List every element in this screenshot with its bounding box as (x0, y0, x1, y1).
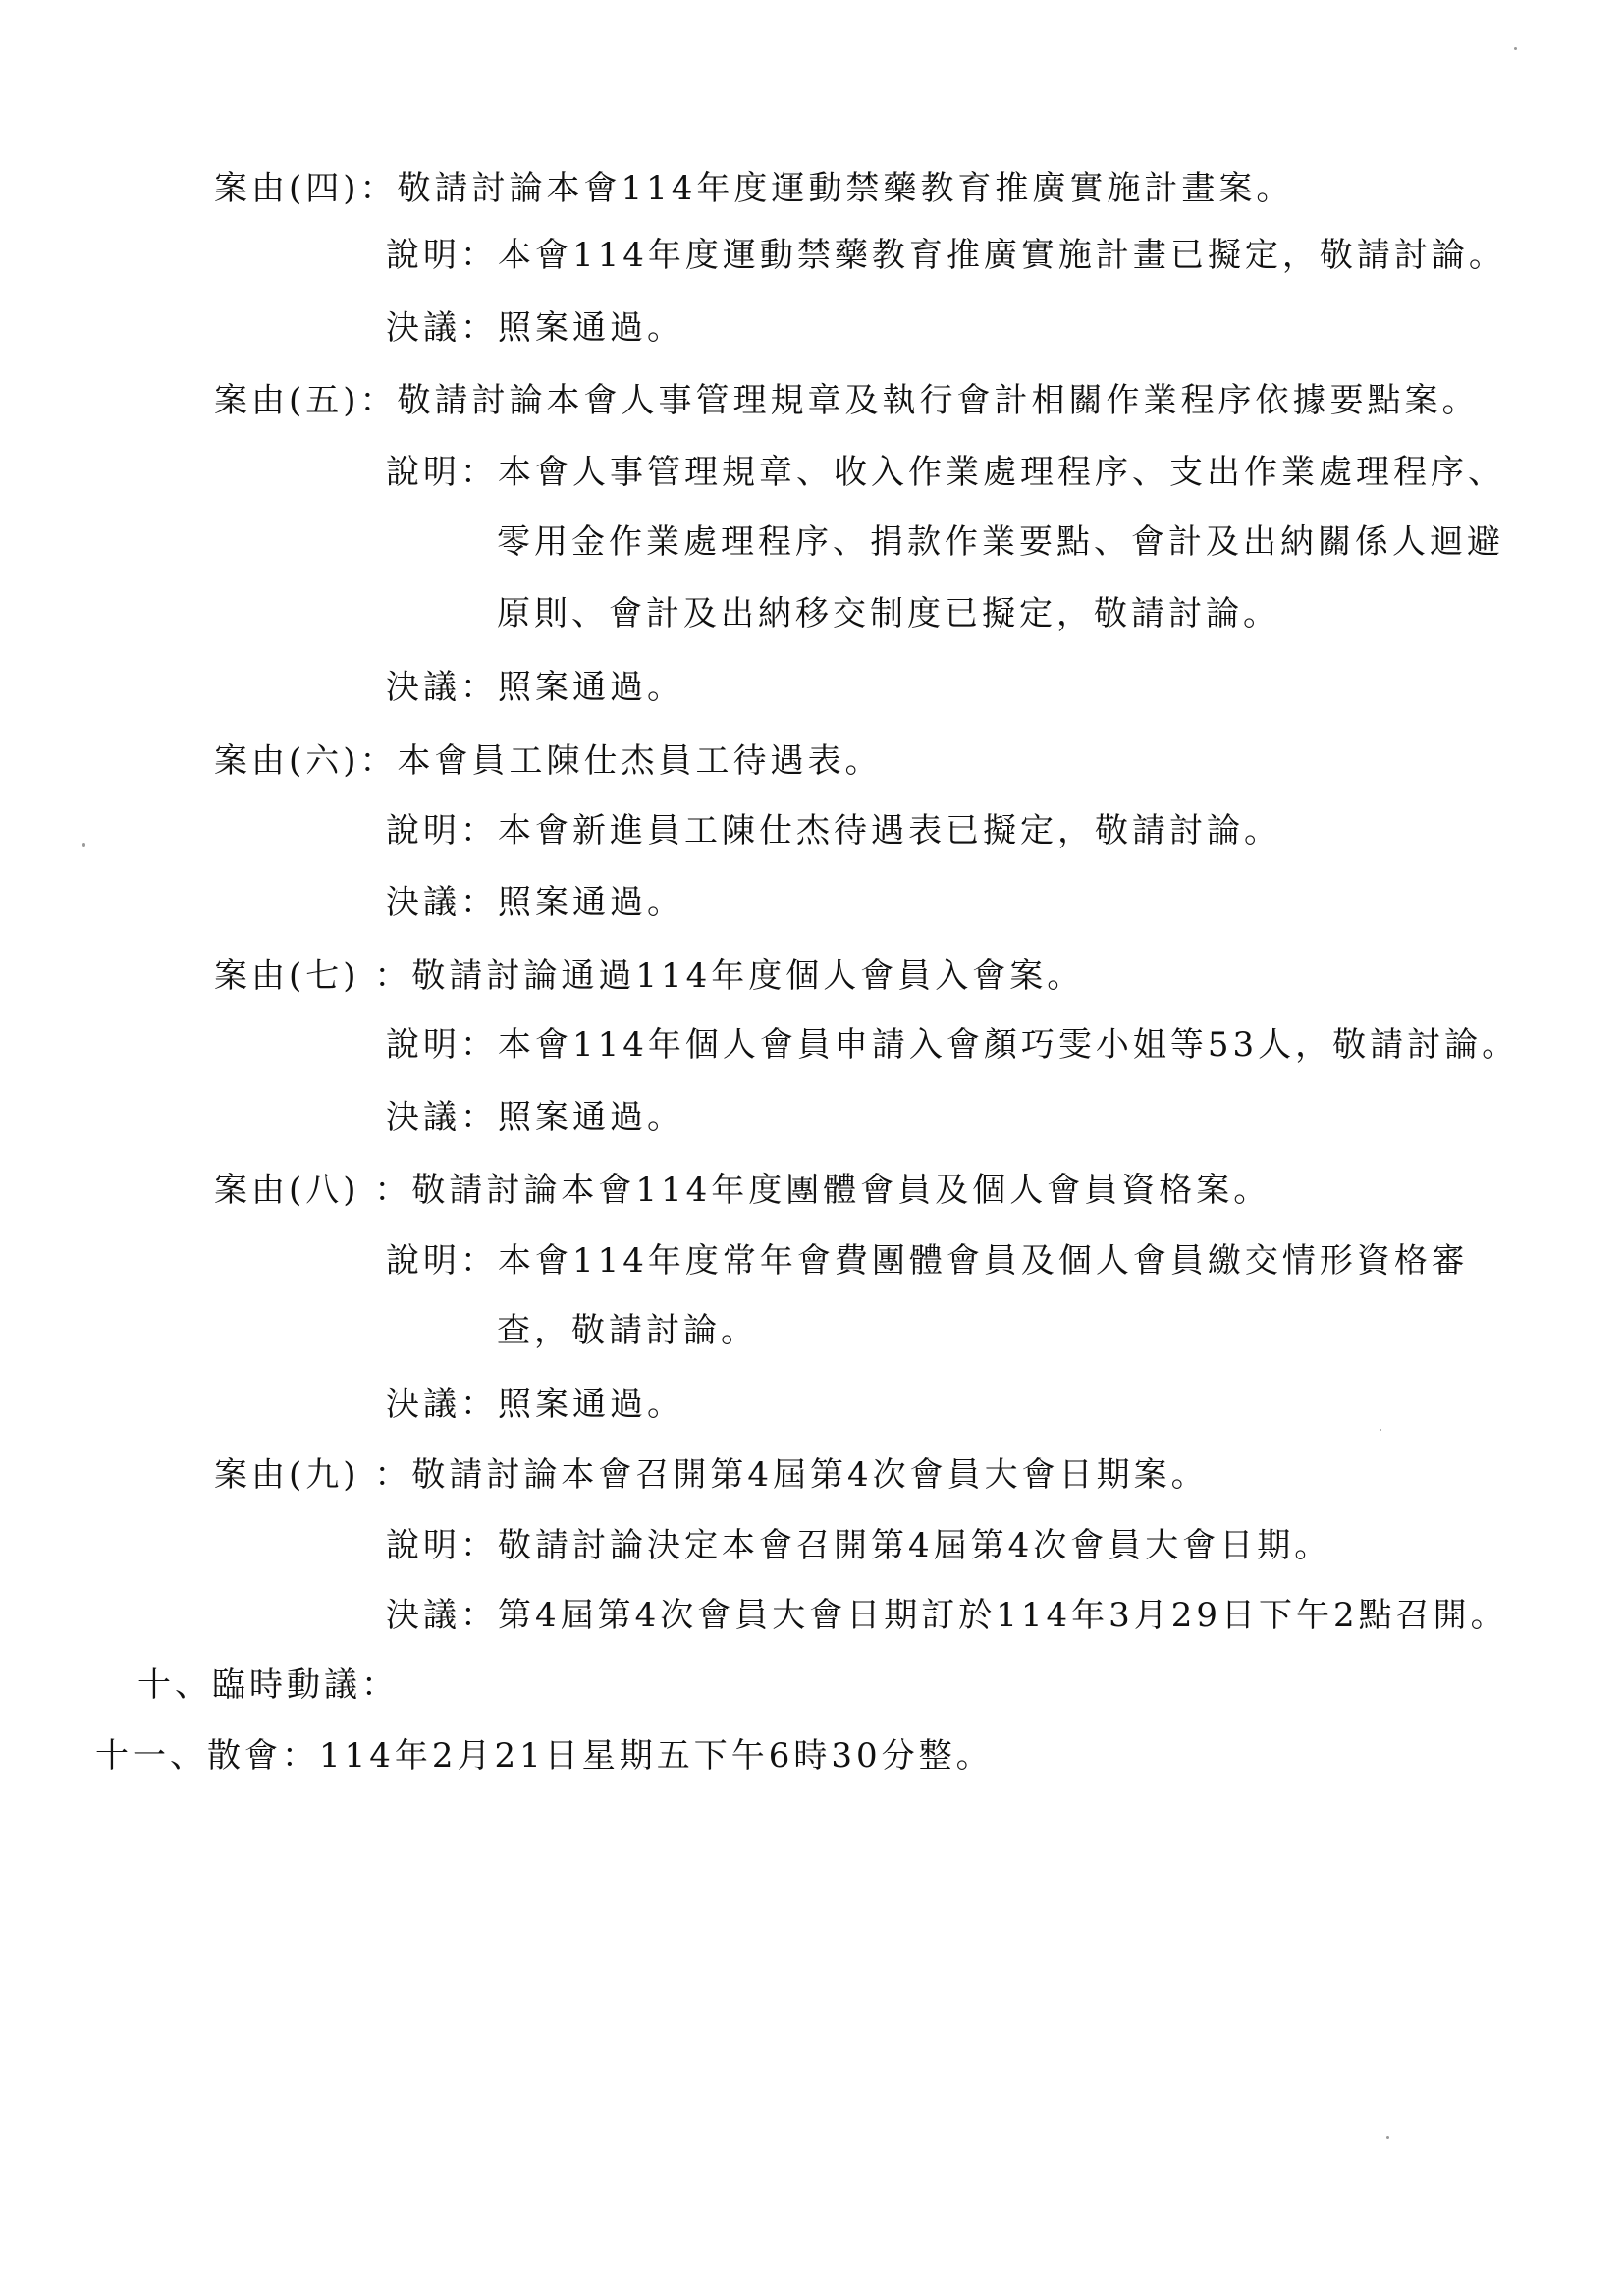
case-6-resolution: 決議：照案通過。 (386, 883, 684, 922)
case-5-explanation-cont-1: 零用金作業處理程序、捐款作業要點、會計及出納關係人迴避 (497, 522, 1504, 562)
case-8-explanation-cont: 查，敬請討論。 (497, 1311, 758, 1350)
case-7-resolution: 決議：照案通過。 (386, 1098, 684, 1137)
case-9-title: 案由(九) ：敬請討論本會召開第4屆第4次會員大會日期案。 (214, 1455, 1209, 1495)
case-5-resolution: 決議：照案通過。 (386, 668, 684, 707)
case-6-title: 案由(六)：本會員工陳仕杰員工待遇表。 (214, 741, 883, 781)
scan-speck (1386, 2136, 1389, 2139)
case-5-title: 案由(五)：敬請討論本會人事管理規章及執行會計相關作業程序依據要點案。 (214, 381, 1480, 420)
case-9-resolution: 決議：第4屆第4次會員大會日期訂於114年3月29日下午2點召開。 (386, 1596, 1508, 1635)
case-5-explanation-cont-2: 原則、會計及出納移交制度已擬定，敬請討論。 (497, 594, 1280, 633)
case-8-title: 案由(八) ：敬請討論本會114年度團體會員及個人會員資格案。 (214, 1171, 1271, 1210)
case-7-explanation: 說明：本會114年個人會員申請入會顏巧雯小姐等53人，敬請討論。 (386, 1025, 1520, 1065)
case-4-resolution: 決議：照案通過。 (386, 308, 684, 348)
case-8-resolution: 決議：照案通過。 (386, 1385, 684, 1424)
section-10-extempore-motions: 十、臨時動議： (137, 1666, 399, 1705)
case-7-title: 案由(七) ：敬請討論通過114年度個人會員入會案。 (214, 957, 1085, 996)
case-4-explanation: 說明：本會114年度運動禁藥教育推廣實施計畫已擬定，敬請討論。 (386, 236, 1506, 275)
case-8-explanation: 說明：本會114年度常年會費團體會員及個人會員繳交情形資格審 (386, 1241, 1469, 1281)
case-9-explanation: 說明：敬請討論決定本會召開第4屆第4次會員大會日期。 (386, 1526, 1332, 1565)
case-6-explanation: 說明：本會新進員工陳仕杰待遇表已擬定，敬請討論。 (386, 811, 1281, 850)
scan-speck (1380, 1429, 1381, 1431)
case-4-title: 案由(四)：敬請討論本會114年度運動禁藥教育推廣實施計畫案。 (214, 169, 1294, 208)
scan-speck (82, 843, 85, 847)
section-11-adjournment: 十一、散會：114年2月21日星期五下午6時30分整。 (95, 1736, 994, 1776)
scan-speck (1514, 47, 1517, 50)
case-5-explanation: 說明：本會人事管理規章、收入作業處理程序、支出作業處理程序、 (386, 453, 1505, 492)
